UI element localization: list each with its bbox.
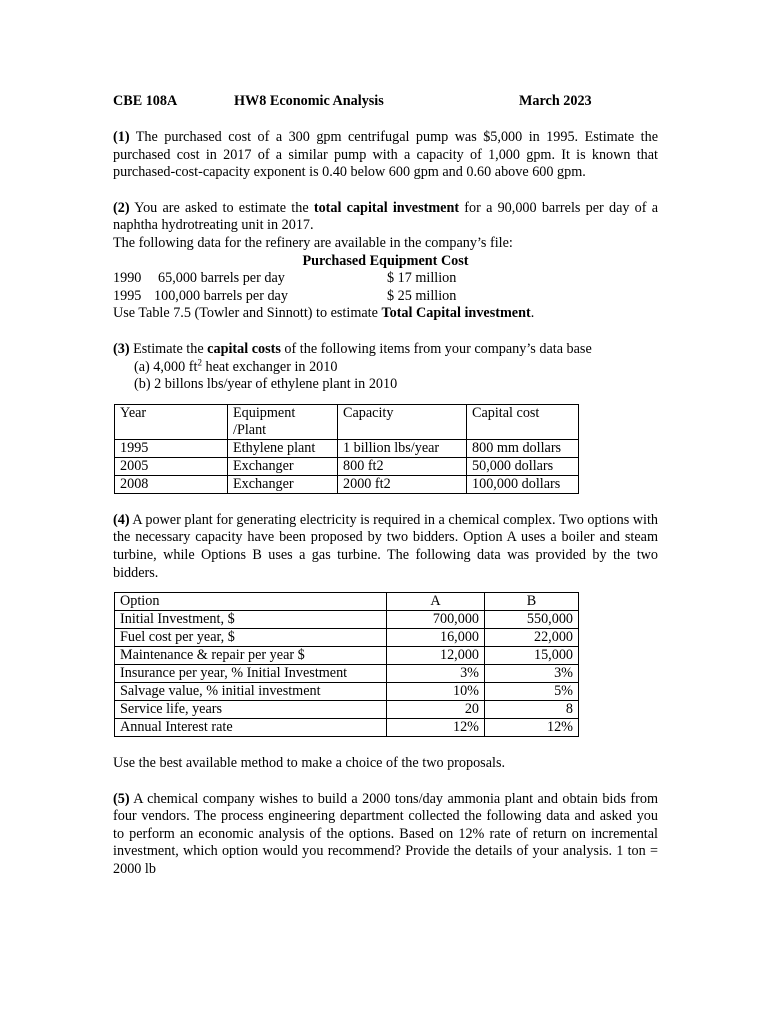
table-row: Fuel cost per year, $ 16,000 22,000 xyxy=(115,629,579,647)
table-row: Insurance per year, % Initial Investment 3% 3% xyxy=(115,665,579,683)
item-a: (a) 4,000 $ft^2$ heat exchanger in 2010 xyxy=(134,356,338,375)
table-row: 1995 Ethylene plant 1 billion lbs/year 800 mm dollars xyxy=(115,439,579,457)
question-2: (2) You are asked to estimate the total capital investment for a 90,000 barrels per day of a naphtha hydrotreating unit in 2017. xyxy=(113,199,659,234)
question-4-instruction: Use the best available method to make a choice of the two proposals. xyxy=(113,755,506,772)
table-row: 2005 Exchanger 800 ft2 50,000 dollars xyxy=(115,457,579,475)
question-1 xyxy=(113,129,658,182)
question-4: (4) A power plant for generating electricity is required in a chemical complex. Two options with the necessary capacity have been proposed by two bidders. Option A uses a boiler and steam turbine, while Options B uses a gas turbine. The following data was provided by the two bidders. xyxy=(113,511,658,581)
header-date: March 2023 xyxy=(519,93,592,109)
table-row: Service life, years 20 8 xyxy=(115,701,579,719)
table-row: Maintenance & repair per year $ 12,000 15,000 xyxy=(115,647,579,665)
question-3: (3) Estimate the capital costs of the following items from your company’s data base xyxy=(113,340,592,357)
item-b: (b) 2 billons lbs/year of ethylene plant in 2010 xyxy=(134,376,398,393)
question-number: (5) xyxy=(113,790,130,807)
power-plant-options-table xyxy=(114,592,579,737)
data-row: 1990 65,000 barrels per day $ 17 million xyxy=(113,270,457,287)
data-row: 1995 100,000 barrels per day $ 25 million xyxy=(113,287,457,304)
purchased-equipment-cost-title: Purchased Equipment Cost xyxy=(302,252,469,269)
question-2-data-intro: The following data for the refinery are available in the company’s file: xyxy=(113,234,513,251)
question-text: The purchased cost of a 300 gpm centrifugal pump was $5,000 in 1995. Estimate the purchased cost in 2017 of a similar pump with a capacity of 1,000 gpm. It is known that purchased-cost-capacity exponent is 0.40 below 600 gpm and 0.60 above 600 gpm. xyxy=(113,129,658,181)
table-row: Salvage value, % initial investment 10% 5% xyxy=(115,683,579,701)
table-header-row: Year Equipment /Plant Capacity Capital cost xyxy=(115,404,579,439)
question-number: (1) xyxy=(113,129,130,145)
table-header-row: Option A B xyxy=(115,593,579,611)
homework-page xyxy=(113,93,658,879)
question-number: (2) xyxy=(113,199,130,216)
table-row: 2008 Exchanger 2000 ft2 100,000 dollars xyxy=(115,475,579,493)
question-2-instruction: Use Table 7.5 (Towler and Sinnott) to estimate Total Capital investment. xyxy=(113,305,535,322)
assignment-title: HW8 Economic Analysis xyxy=(234,93,384,109)
document-header xyxy=(113,93,658,111)
course-code: CBE 108A xyxy=(113,93,178,109)
table-row: Annual Interest rate 12% 12% xyxy=(115,719,579,737)
table-row: Initial Investment, $ 700,000 550,000 xyxy=(115,611,579,629)
capital-cost-table xyxy=(114,404,579,494)
question-number: (4) xyxy=(113,511,130,528)
question-number: (3) xyxy=(113,340,130,357)
question-5: (5) A chemical company wishes to build a 2000 tons/day ammonia plant and obtain bids from four vendors. The process engineering department collected the following data and asked you to perform an economic analysis of the options. Based on 12% rate of return on incremental investment, which option would you recommend? Provide the details of your analysis. 1 ton = 2000 lb xyxy=(113,790,658,878)
